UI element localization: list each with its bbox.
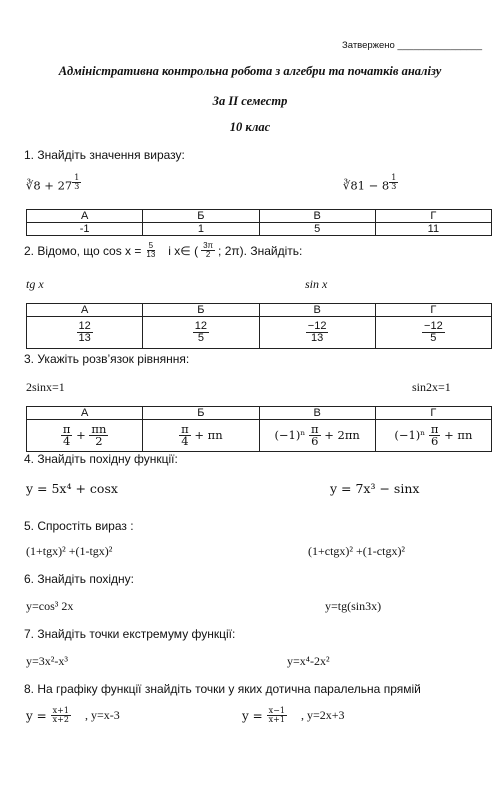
question-7-left-function: y=3x²-x³ (26, 654, 68, 668)
question-1-answer-table (26, 209, 492, 236)
answer-option-b[interactable]: $\frac{\pi}{4}$ + πn (143, 420, 259, 452)
question-7-prompt: 7. Знайдіть точки екстремуму функції: (24, 627, 236, 641)
question-4-right-function: y = 7x³ − sinx (330, 481, 420, 496)
answer-option-a[interactable]: $\frac{12}{13}$ (27, 317, 143, 349)
question-2-prompt: 2. Відомо, що cos x = $\frac{5}{13}$ і x∈ ( $\frac{3\pi}{2}$ ; 2π). Знайдіть: (24, 241, 303, 259)
document-title: Адміністративна контрольна робота з алгебри та початків аналізу (58, 64, 442, 78)
answer-header-a: А (27, 304, 143, 317)
question-3-left-equation: 2sinx=1 (26, 380, 65, 394)
question-6-left-function: y=cos³ 2x (26, 599, 74, 613)
question-1-right-expression: ∛81 − 8 $^{\frac{1}{3}}$ (343, 173, 397, 193)
question-5-prompt: 5. Спростіть вираз : (24, 519, 134, 533)
question-3-right-equation: sin2x=1 (412, 380, 451, 394)
answer-option-a[interactable]: -1 (27, 223, 143, 236)
question-2-answer-table (26, 303, 492, 349)
question-5-left-expression: (1+tgx)² +(1-tgx)² (26, 544, 113, 558)
question-3-prompt: 3. Укажіть розв’язок рівняння: (24, 352, 190, 366)
question-4-prompt: 4. Знайдіть похідну функції: (24, 452, 178, 466)
answer-header-a: А (27, 210, 143, 223)
question-1-left-expression: ∛8 + 27 $^{\frac{1}{3}}$ (26, 173, 80, 193)
question-2-right-task: sin x (305, 277, 328, 291)
answer-option-c[interactable]: $\frac{-12}{13}$ (259, 317, 375, 349)
question-2-left-task: tg x (26, 277, 44, 291)
answer-header-d: Г (375, 210, 491, 223)
semester-label: За ІІ семестр (212, 94, 288, 108)
question-6-right-function: y=tg(sin3x) (325, 599, 382, 613)
answer-option-d[interactable]: 11 (375, 223, 491, 236)
answer-header-b: Б (143, 407, 259, 420)
grade-label: 10 клас (229, 120, 271, 134)
answer-option-c[interactable]: 5 (259, 223, 375, 236)
question-3-answer-table (26, 406, 492, 452)
question-8-prompt: 8. На графіку функції знайдіть точки у яких дотична паралельна прямій (24, 682, 421, 696)
question-8-left-task: y = $\frac{x+1}{x+2}$ , y=x-3 (26, 706, 120, 724)
question-1-prompt: 1. Знайдіть значення виразу: (24, 148, 185, 162)
answer-header-c: В (259, 407, 375, 420)
question-7-right-function: y=x⁴-2x² (287, 654, 330, 668)
answer-header-c: В (259, 304, 375, 317)
answer-option-a[interactable]: $\frac{\pi}{4}$ + $\frac{\pi n}{2}$ (27, 420, 143, 452)
answer-header-b: Б (143, 304, 259, 317)
answer-option-d[interactable]: (−1)ⁿ $\frac{\pi}{6}$ + πn (375, 420, 491, 452)
question-4-left-function: y = 5x⁴ + cosx (26, 481, 118, 496)
answer-header-d: Г (375, 407, 491, 420)
answer-option-c[interactable]: (−1)ⁿ $\frac{\pi}{6}$ + 2πn (259, 420, 375, 452)
answer-option-b[interactable]: $\frac{12}{5}$ (143, 317, 259, 349)
answer-header-d: Г (375, 304, 491, 317)
answer-option-d[interactable]: $\frac{-12}{5}$ (375, 317, 491, 349)
question-6-prompt: 6. Знайдіть похідну: (24, 572, 135, 586)
answer-header-c: В (259, 210, 375, 223)
question-8-right-task: y = $\frac{x-1}{x+1}$ , y=2x+3 (242, 706, 345, 724)
answer-option-b[interactable]: 1 (143, 223, 259, 236)
answer-header-b: Б (143, 210, 259, 223)
question-5-right-expression: (1+ctgx)² +(1-ctgx)² (308, 544, 406, 558)
answer-header-a: А (27, 407, 143, 420)
approval-line: Затвержено ________________ (342, 40, 483, 51)
